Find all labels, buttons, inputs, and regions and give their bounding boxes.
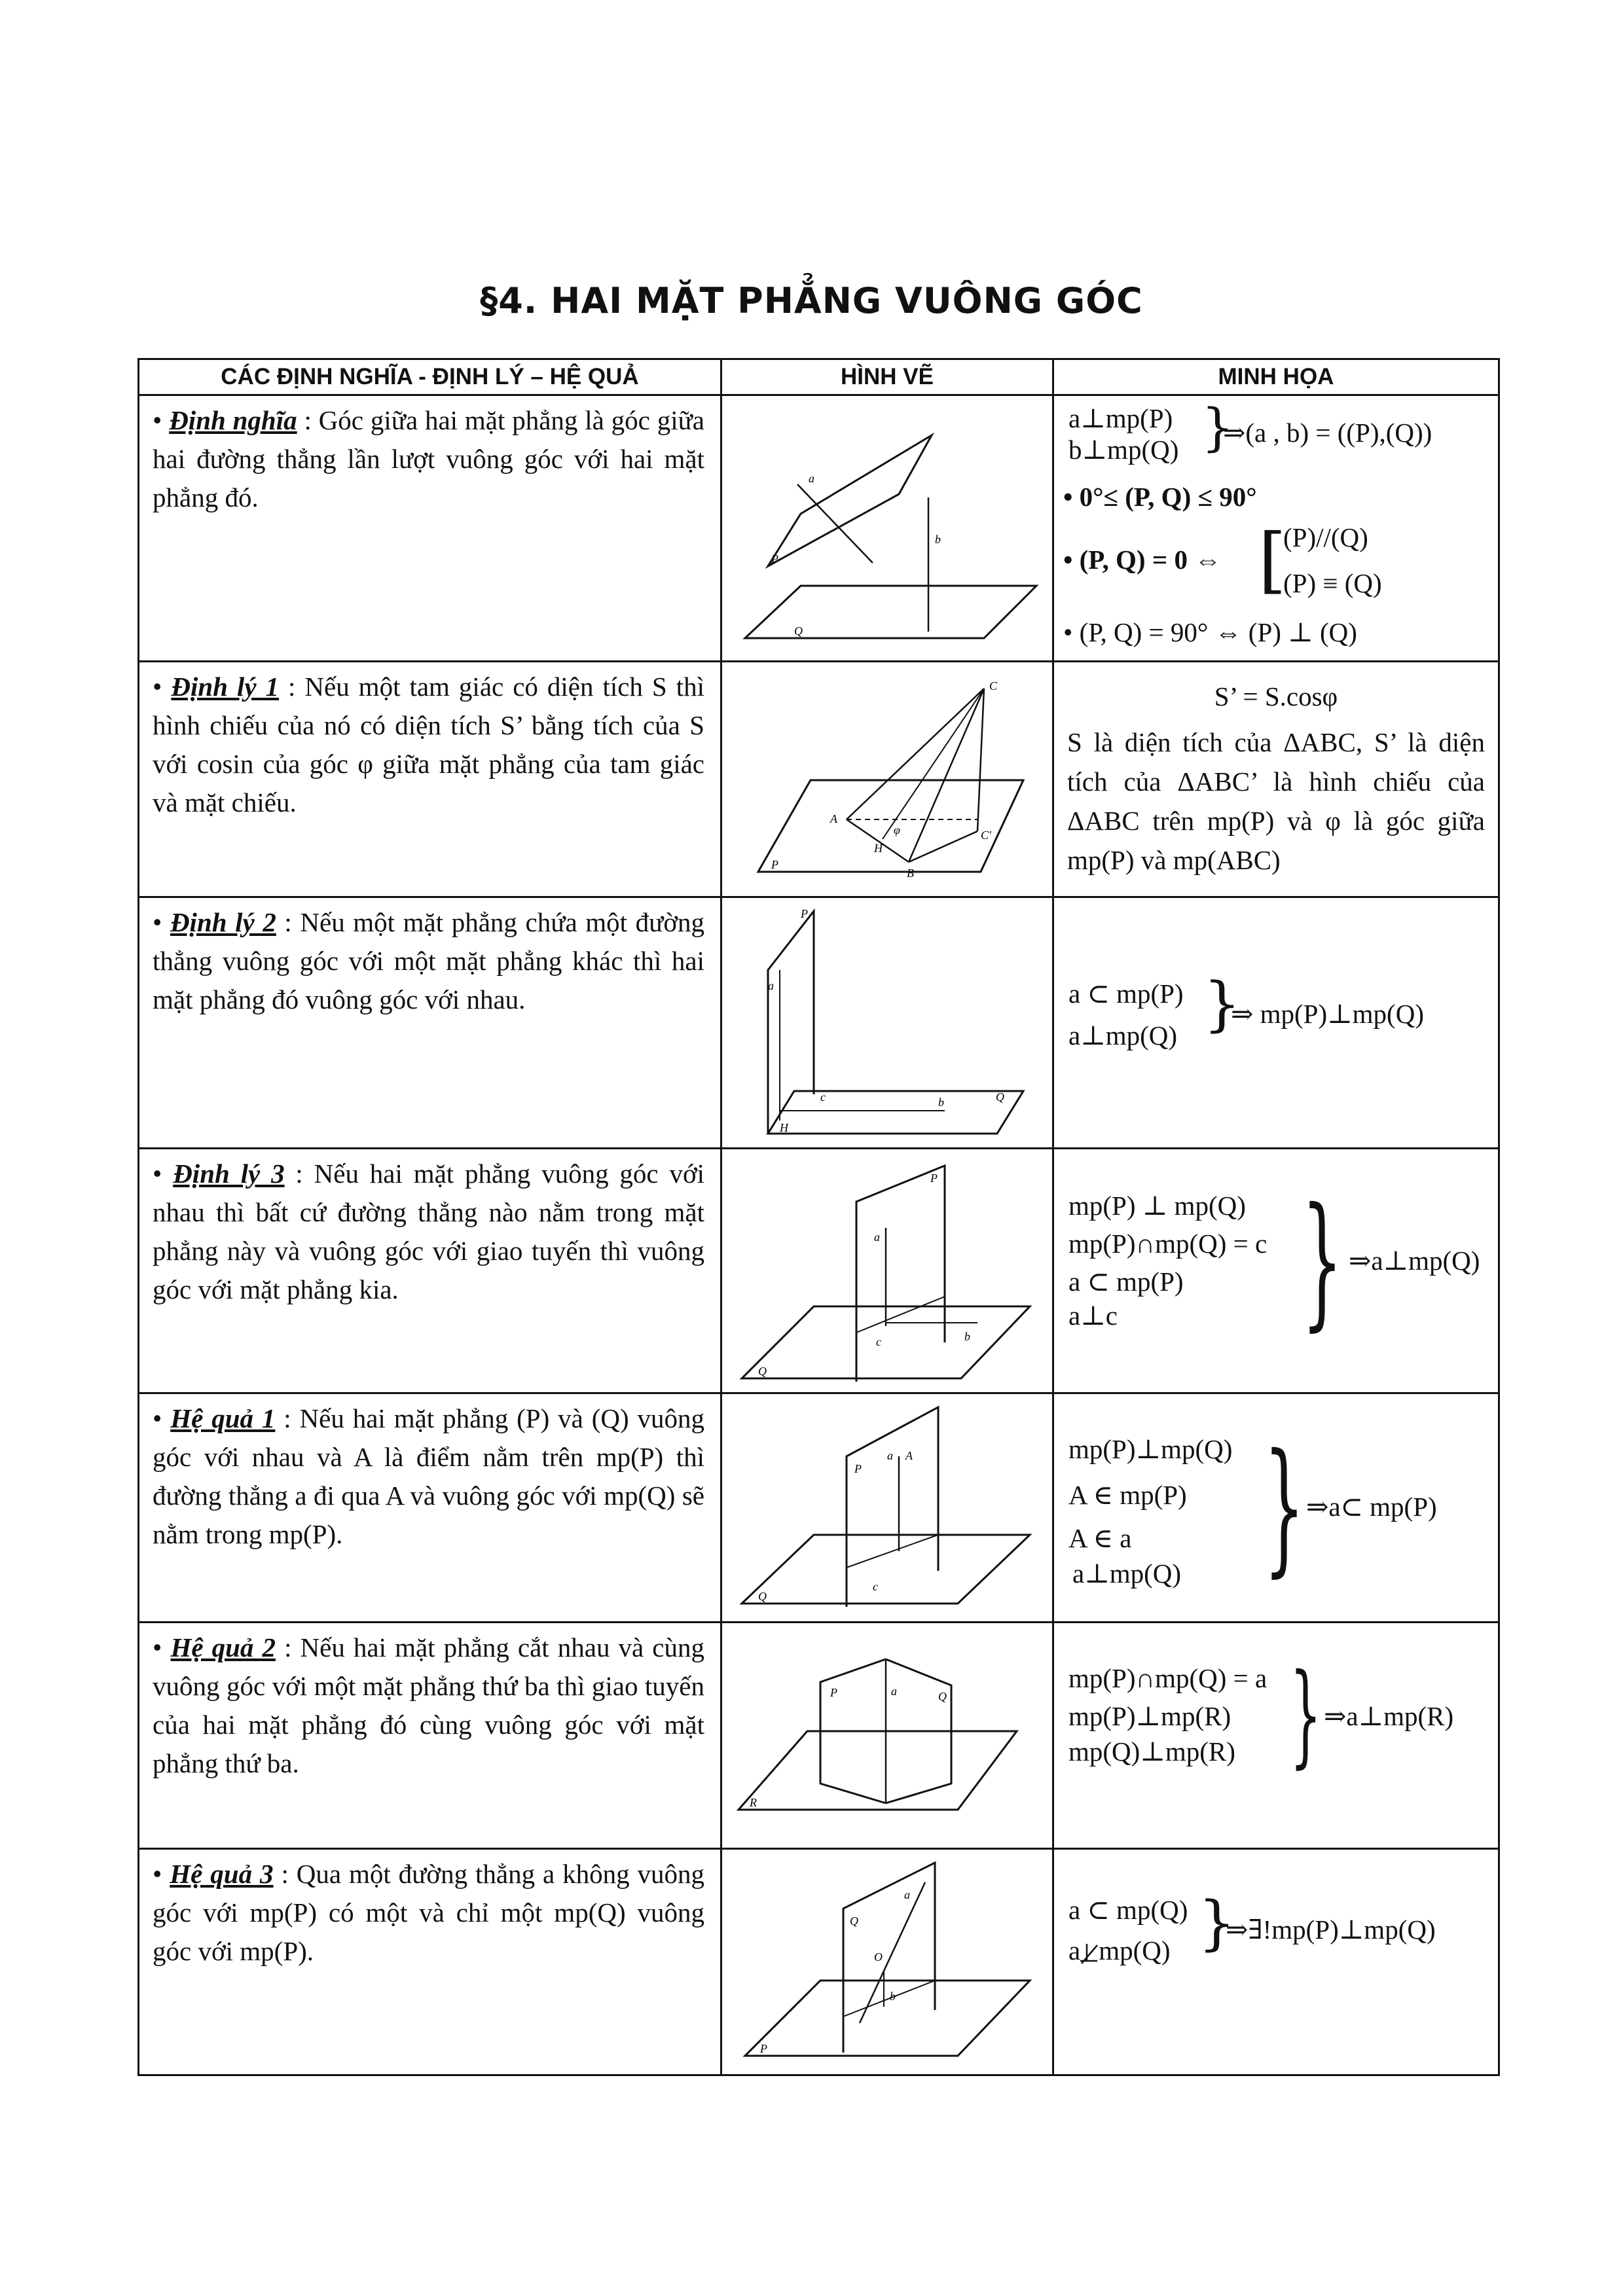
label-Q: Q	[794, 624, 803, 637]
table-row	[139, 1849, 1499, 2075]
row-text: • Hệ quả 3 : Qua một đường thẳng a không vuông góc với mp(P) có một và chỉ một mp(Q) vuông góc với mp(P).	[153, 1859, 705, 1966]
row-body: : Qua một đường thẳng a không vuông góc với mp(P) có một và chỉ một mp(Q) vuông góc với mp(P).	[153, 1859, 705, 1966]
row-body: : Nếu một tam giác có diện tích S thì hình chiếu của nó có diện tích S’ bằng tích của S với cosin của góc φ giữa mặt phẳng của tam giác và mặt chiếu.	[153, 672, 704, 817]
table-row	[139, 662, 1499, 897]
figure-cell	[721, 1849, 1053, 2075]
label-b: b	[935, 533, 941, 546]
label-P: P	[930, 1172, 938, 1185]
row-text: • Định lý 3 : Nếu hai mặt phẳng vuông góc với nhau thì bất cứ đường thẳng nào nằm trong mặt phẳng này và vuông góc với giao tuyến thì vuông góc với mặt phẳng kia.	[153, 1158, 705, 1304]
row-text: • Hệ quả 1 : Nếu hai mặt phẳng (P) và (Q) vuông góc với nhau và A là điểm nằm trên mp(P) thì đường thẳng a đi qua A và vuông góc với mp(Q) sẽ nằm trong mp(P).	[153, 1403, 704, 1549]
label-phi: φ	[894, 823, 900, 836]
label-a: a	[809, 472, 814, 485]
illus-mpQ: mp(Q)	[1099, 1935, 1171, 1965]
row-body: : Nếu hai mặt phẳng vuông góc với nhau thì bất cứ đường thẳng nào nằm trong mặt phẳng này và vuông góc với giao tuyến thì vuông góc với mặt phẳng kia.	[153, 1158, 705, 1304]
illus-line: mp(P)∩mp(Q) = c	[1068, 1229, 1267, 1259]
label-P: P	[801, 907, 808, 920]
label-B: B	[907, 867, 914, 880]
figure-three-planes	[722, 1623, 1054, 1848]
figure-cell	[721, 1149, 1053, 1393]
label-C: C	[989, 679, 998, 692]
illus-line: mp(Q)⊥mp(R)	[1068, 1736, 1235, 1767]
illus-line: a⊥c	[1068, 1300, 1118, 1331]
row-label: Định lý 3	[173, 1158, 285, 1189]
header-illustration: MINH HỌA	[1053, 359, 1499, 395]
illustration-cell	[1053, 897, 1499, 1149]
label-P: P	[771, 552, 778, 565]
figure-projection	[722, 662, 1054, 896]
label-P: P	[854, 1462, 862, 1475]
figure-cell	[721, 662, 1053, 897]
illus-line: a⊥mp(Q)	[1072, 1558, 1182, 1588]
illus-line: a ⊂ mp(P)	[1068, 1266, 1184, 1297]
label-R: R	[750, 1796, 757, 1809]
label-H: H	[874, 842, 883, 855]
label-P: P	[771, 858, 778, 871]
illus-line: A ∈ a	[1068, 1523, 1132, 1553]
label-b: b	[964, 1330, 970, 1343]
theorem-table	[137, 358, 1500, 2076]
illustration-cell	[1053, 1623, 1499, 1849]
illus-result: ⇒ mp(P)⊥mp(Q)	[1231, 999, 1424, 1029]
label-A: A	[830, 812, 837, 825]
row-text: • Định nghĩa : Góc giữa hai mặt phẳng là góc giữa hai đường thẳng lần lượt vuông góc với hai mặt phẳng đó.	[153, 405, 704, 512]
illus-line: a⊥mp(P)	[1068, 403, 1173, 433]
illus-line: mp(P)⊥mp(Q)	[1068, 1434, 1233, 1464]
bracket: [	[1258, 518, 1286, 601]
figure-cell	[721, 1393, 1053, 1623]
brace: }	[1198, 1889, 1236, 1958]
illus-line: a ⊂ mp(P)	[1068, 978, 1184, 1009]
illus-result: ⇒a⊥mp(R)	[1324, 1701, 1454, 1731]
illus-result: ⇒a⊥mp(Q)	[1349, 1246, 1480, 1276]
label-c: c	[876, 1335, 881, 1348]
label-b: b	[890, 1990, 896, 2003]
illus-line: a⊥mp(Q)	[1068, 1020, 1178, 1050]
illus-line: A ∈ mp(P)	[1068, 1480, 1187, 1510]
table-row	[139, 1149, 1499, 1393]
row-text: • Định lý 1 : Nếu một tam giác có diện tích S thì hình chiếu của nó có diện tích S’ bằng tích của S với cosin của góc φ giữa mặt phẳng của tam giác và mặt chiếu.	[153, 672, 704, 817]
figure-unique-plane	[722, 1850, 1054, 2074]
table-row	[139, 395, 1499, 662]
illus-result: ⇒a⊂ mp(P)	[1306, 1492, 1437, 1522]
row-body: : Nếu hai mặt phẳng (P) và (Q) vuông góc với nhau và A là điểm nằm trên mp(P) thì đường thẳng a đi qua A và vuông góc với mp(Q) sẽ nằm trong mp(P).	[153, 1403, 704, 1549]
row-label: Định nghĩa	[169, 405, 297, 435]
row-label: Hệ quả 2	[170, 1632, 276, 1662]
illustration-cell	[1053, 395, 1499, 662]
row-text: • Hệ quả 2 : Nếu hai mặt phẳng cắt nhau và cùng vuông góc với một mặt phẳng thứ ba thì giao tuyến của hai mặt phẳng đó cùng vuông góc với mặt phẳng thứ ba.	[153, 1632, 704, 1778]
illustration-cell	[1053, 1393, 1499, 1623]
figure-perpendicular-planes	[722, 898, 1054, 1147]
label-a: a	[904, 1888, 910, 1901]
brace: }	[1264, 1423, 1305, 1590]
label-a: a	[874, 1230, 880, 1244]
illus-case: (P) ≡ (Q)	[1283, 568, 1382, 598]
label-Q: Q	[938, 1690, 947, 1703]
label-P: P	[760, 2042, 767, 2055]
table-header-row	[139, 359, 1499, 395]
row-label: Hệ quả 1	[170, 1403, 276, 1433]
figure-plane-angle	[722, 396, 1054, 660]
illustration-cell	[1053, 662, 1499, 897]
label-b: b	[938, 1096, 944, 1109]
brace: }	[1201, 399, 1234, 457]
explanation: S là diện tích của ΔABC, S’ là diện tích của ΔABC’ là hình chiếu của ΔABC trên mp(P) và φ là góc giữa mp(P) và mp(ABC)	[1067, 727, 1485, 875]
figure-intersection-line	[722, 1149, 1054, 1392]
illus-a: a	[1068, 1935, 1081, 1965]
row-body: : Nếu hai mặt phẳng cắt nhau và cùng vuông góc với một mặt phẳng thứ ba thì giao tuyến của hai mặt phẳng đó cùng vuông góc với mặt phẳng thứ ba.	[153, 1632, 704, 1778]
illus-line: mp(P) ⊥ mp(Q)	[1068, 1191, 1246, 1221]
label-a: a	[768, 979, 774, 992]
illus-bullet: • (P, Q) = 90° ⇔ (P) ⊥ (Q)	[1063, 617, 1357, 647]
row-body: : Nếu một mặt phẳng chứa một đường thẳng vuông góc với một mặt phẳng khác thì hai mặt phẳng đó vuông góc với nhau.	[153, 907, 704, 1014]
label-Q: Q	[758, 1590, 767, 1603]
brace: }	[1203, 970, 1241, 1039]
label-c: c	[873, 1580, 878, 1593]
illus-line: mp(P)⊥mp(R)	[1068, 1701, 1231, 1731]
label-Q: Q	[996, 1090, 1004, 1103]
illus-line: mp(P)∩mp(Q) = a	[1068, 1663, 1267, 1693]
figure-point-on-plane	[722, 1394, 1054, 1621]
illus-line	[1068, 1935, 1171, 1966]
illustration-cell	[1053, 1149, 1499, 1393]
figure-cell	[721, 1623, 1053, 1849]
formula: S’ = S.cosφ	[1214, 681, 1338, 711]
label-Q: Q	[758, 1365, 767, 1378]
figure-cell	[721, 897, 1053, 1149]
illus-result: ⇒(a , b) = ((P),(Q))	[1223, 418, 1432, 448]
illus-case: (P)//(Q)	[1283, 522, 1368, 552]
row-text: • Định lý 2 : Nếu một mặt phẳng chứa một đường thẳng vuông góc với một mặt phẳng khác thì hai mặt phẳng đó vuông góc với nhau.	[153, 907, 704, 1014]
illus-line: b⊥mp(Q)	[1068, 435, 1179, 465]
table-row	[139, 1393, 1499, 1623]
illus-bullet: • (P, Q) = 0 ⇔	[1063, 545, 1222, 575]
brace: }	[1290, 1650, 1322, 1780]
label-O: O	[874, 1950, 883, 1964]
label-H: H	[780, 1121, 788, 1134]
row-label: Hệ quả 3	[170, 1859, 274, 1889]
label-P: P	[830, 1686, 837, 1699]
label-C-prime: C'	[981, 829, 991, 842]
header-definitions: CÁC ĐỊNH NGHĨA - ĐỊNH LÝ – HỆ QUẢ	[139, 359, 721, 395]
label-Q: Q	[850, 1914, 858, 1928]
table-row	[139, 897, 1499, 1149]
header-figure: HÌNH VẼ	[721, 359, 1053, 395]
label-A: A	[905, 1449, 913, 1462]
table-row	[139, 1623, 1499, 1849]
illus-bullet: • 0°≤ (P, Q) ≤ 90°	[1063, 482, 1257, 512]
row-label: Định lý 2	[170, 907, 276, 937]
label-a: a	[887, 1449, 893, 1462]
figure-cell	[721, 395, 1053, 662]
not-perpendicular-icon	[1080, 1940, 1099, 1960]
row-label: Định lý 1	[171, 672, 280, 702]
illus-line: a ⊂ mp(Q)	[1068, 1895, 1188, 1925]
page-title: §4. HAI MẶT PHẲNG VUÔNG GÓC	[480, 280, 1143, 321]
label-c: c	[820, 1090, 826, 1103]
row-body: : Góc giữa hai mặt phẳng là góc giữa hai đường thẳng lần lượt vuông góc với hai mặt phẳng đó.	[153, 405, 704, 512]
illus-result: ⇒∃!mp(P)⊥mp(Q)	[1226, 1914, 1436, 1945]
illustration-cell	[1053, 1849, 1499, 2075]
brace: }	[1302, 1177, 1343, 1344]
label-a: a	[891, 1685, 897, 1698]
